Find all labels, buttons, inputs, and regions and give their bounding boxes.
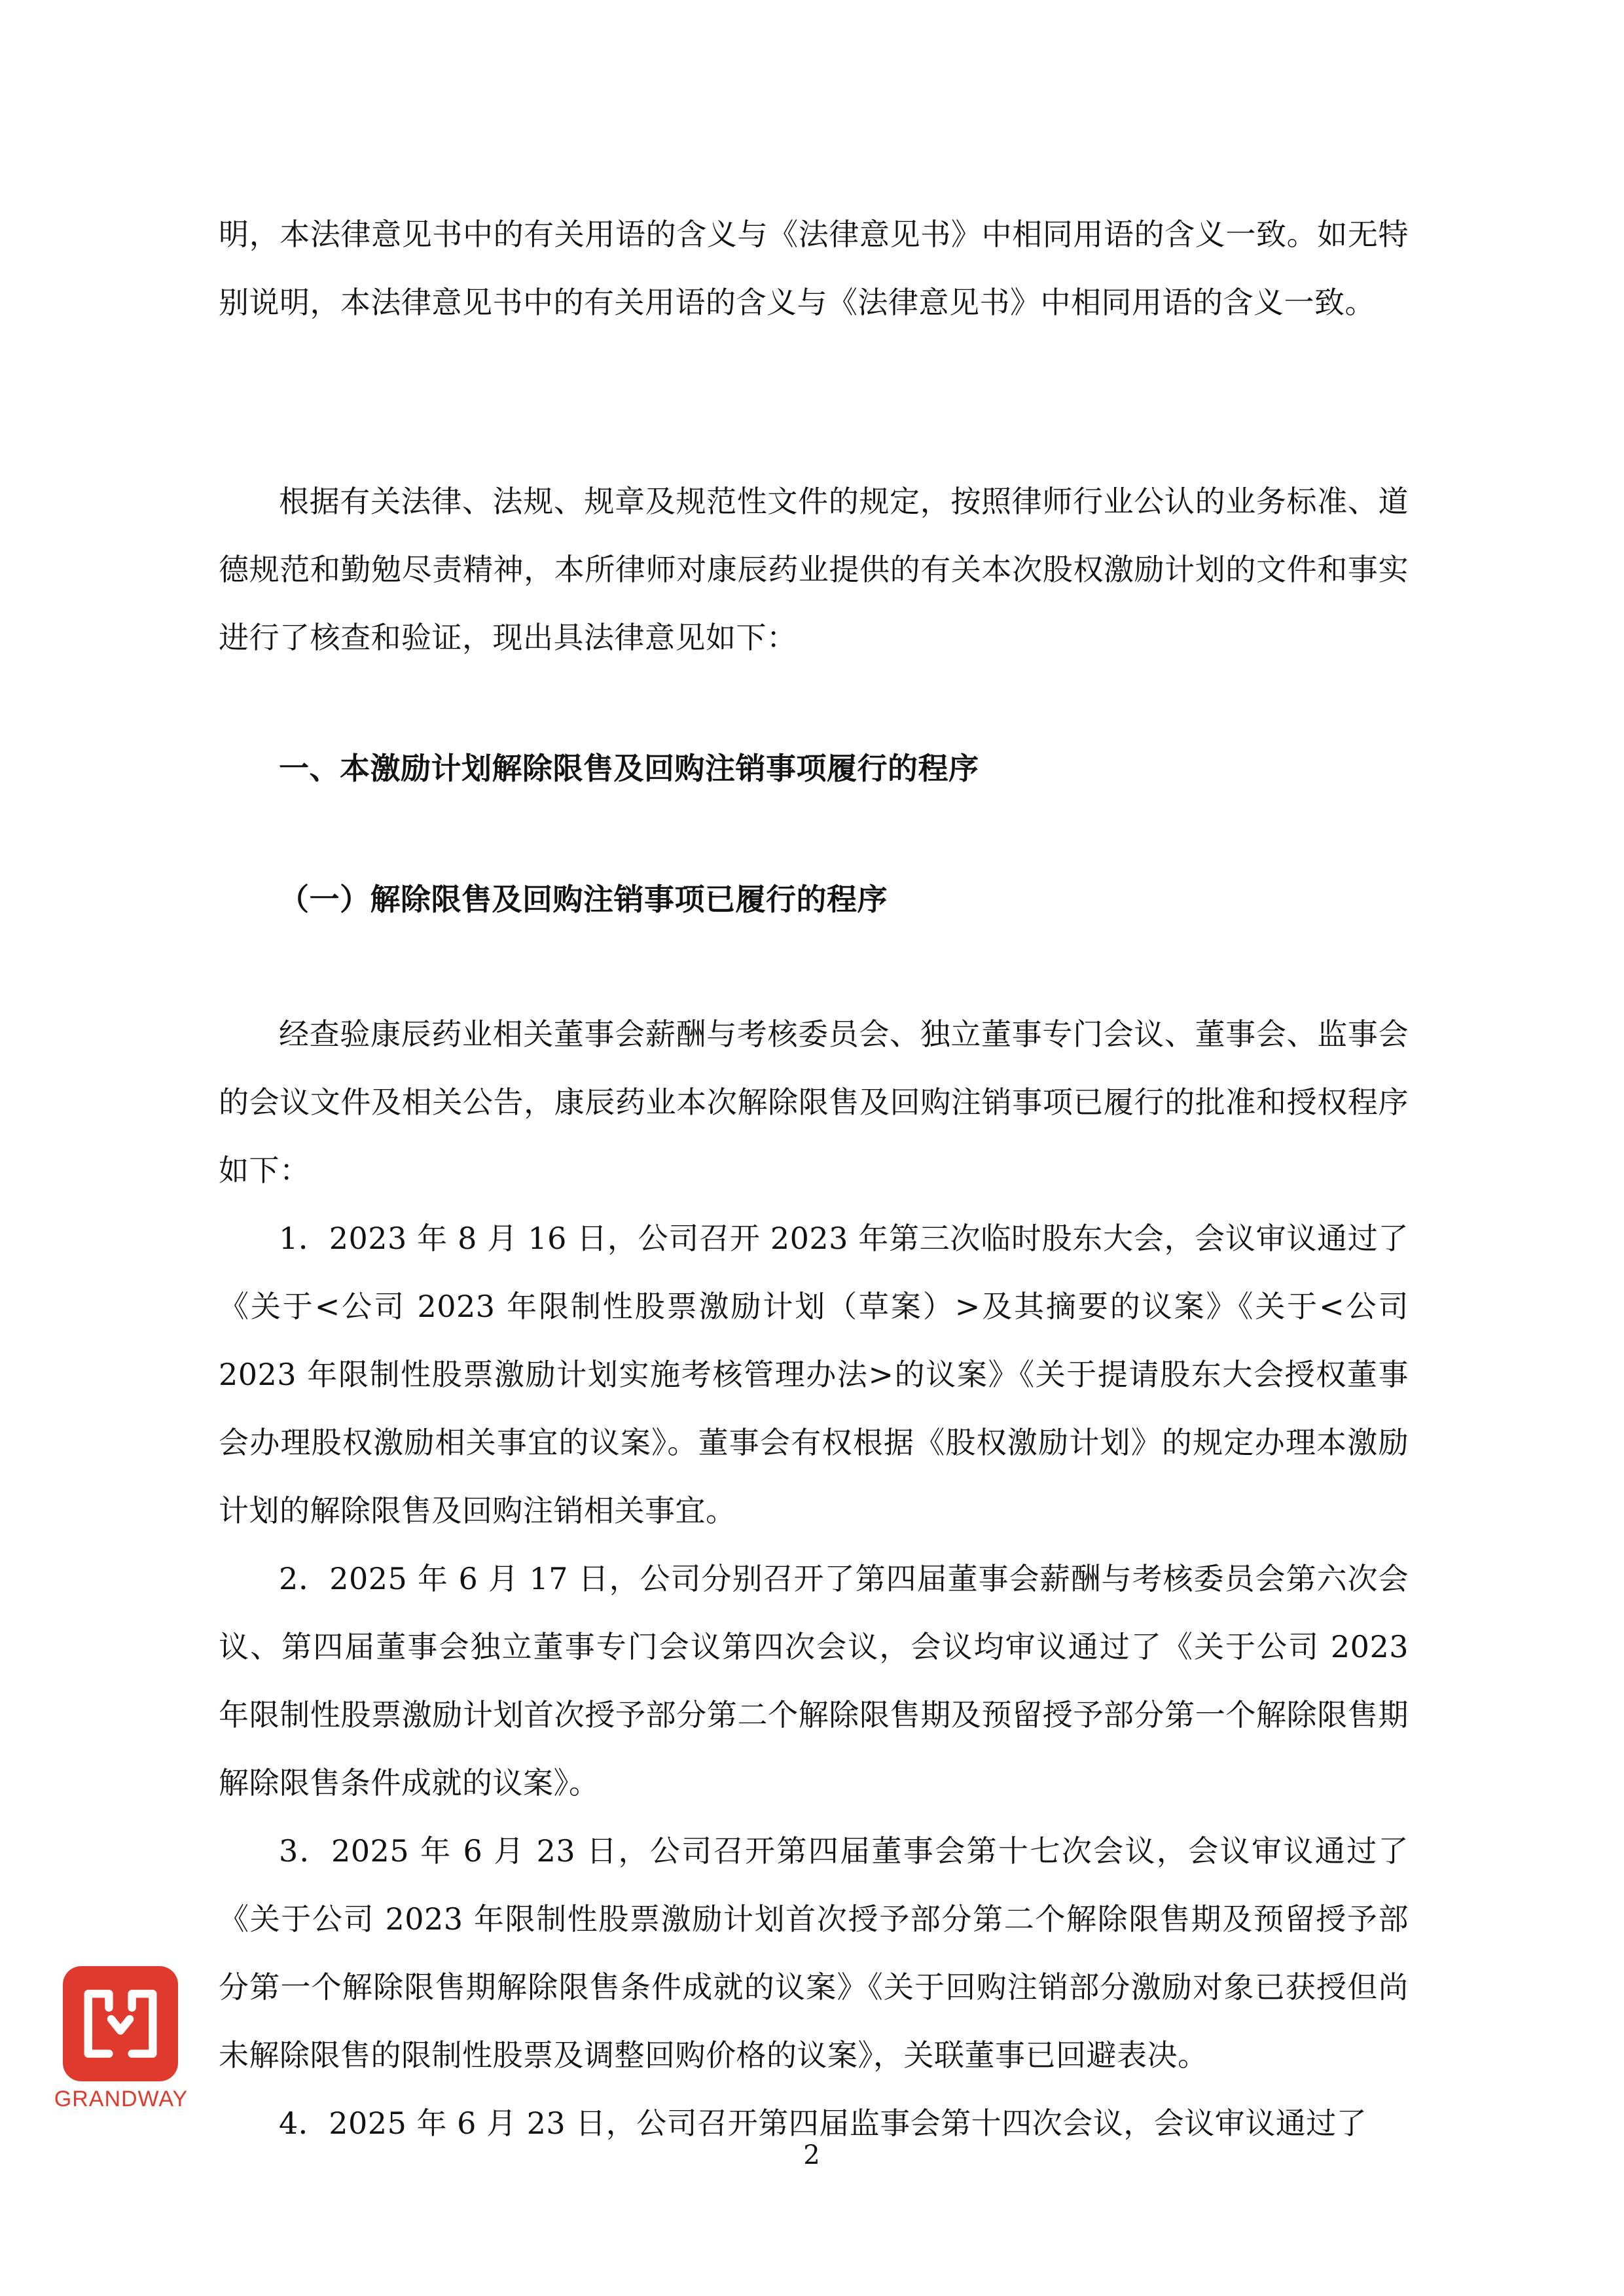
paragraph: 1．2023 年 8 月 16 日，公司召开 2023 年第三次临时股东大会，会议审议通过了《关于<公司 2023 年限制性股票激励计划（草案）>及其摘要的议案》《关于<公司 2023 年限制性股票激励计划实施考核管理办法>的议案》《关于提请股东大会授权董事会办理股权激励相关事宜的议案》。董事会有权根据《股权激励计划》的规定办理本激励计划的解除限售及回购注销相关事宜。 — [219, 1221, 1409, 1528]
page-number: 2 — [803, 2140, 820, 2170]
body-text — [219, 1000, 1409, 2157]
paragraph: 经查验康辰药业相关董事会薪酬与考核委员会、独立董事专门会议、董事会、监事会的会议文件及相关公告，康辰药业本次解除限售及回购注销事项已履行的批准和授权程序如下： — [219, 1016, 1409, 1188]
paragraph: 4．2025 年 6 月 23 日，公司召开第四届监事会第十四次会议，会议审议通过了 — [279, 2106, 1367, 2141]
subsection-heading: （一）解除限售及回购注销事项已履行的程序 — [279, 882, 888, 917]
paragraph: 2．2025 年 6 月 17 日，公司分别召开了第四届董事会薪酬与考核委员会第六次会议、第四届董事会独立董事专门会议第四次会议，会议均审议通过了《关于公司 2023 年限制性股票激励计划首次授予部分第二个解除限售期及预留授予部分第一个解除限售期解除限售条件成就的议案》。 — [219, 1561, 1409, 1801]
paragraph: 根据有关法律、法规、规章及规范性文件的规定，按照律师行业公认的业务标准、道德规范和勤勉尽责精神，本所律师对康辰药业提供的有关本次股权激励计划的文件和事实进行了核查和验证，现出具法律意见如下： — [219, 484, 1409, 655]
logo-wordmark: GRANDWAY — [54, 2087, 189, 2111]
grandway-logo-icon — [63, 1966, 178, 2081]
paragraph: 明，本法律意见书中的有关用语的含义与《法律意见书》中相同用语的含义一致。如无特别说明，本法律意见书中的有关用语的含义与《法律意见书》中相同用语的含义一致。 — [219, 217, 1409, 320]
paragraph: 3．2025 年 6 月 23 日，公司召开第四届董事会第十七次会议，会议审议通过了《关于公司 2023 年限制性股票激励计划首次授予部分第二个解除限售期及预留授予部分第一个解除限售期解除限售条件成就的议案》《关于回购注销部分激励对象已获授但尚未解除限售的限制性股票及调整回购价格的议案》，关联董事已回避表决。 — [219, 1833, 1409, 2073]
opening-paragraph-2 — [219, 467, 1409, 672]
opening-paragraph-1 — [219, 200, 1409, 336]
section-heading: 一、本激励计划解除限售及回购注销事项履行的程序 — [279, 751, 979, 786]
